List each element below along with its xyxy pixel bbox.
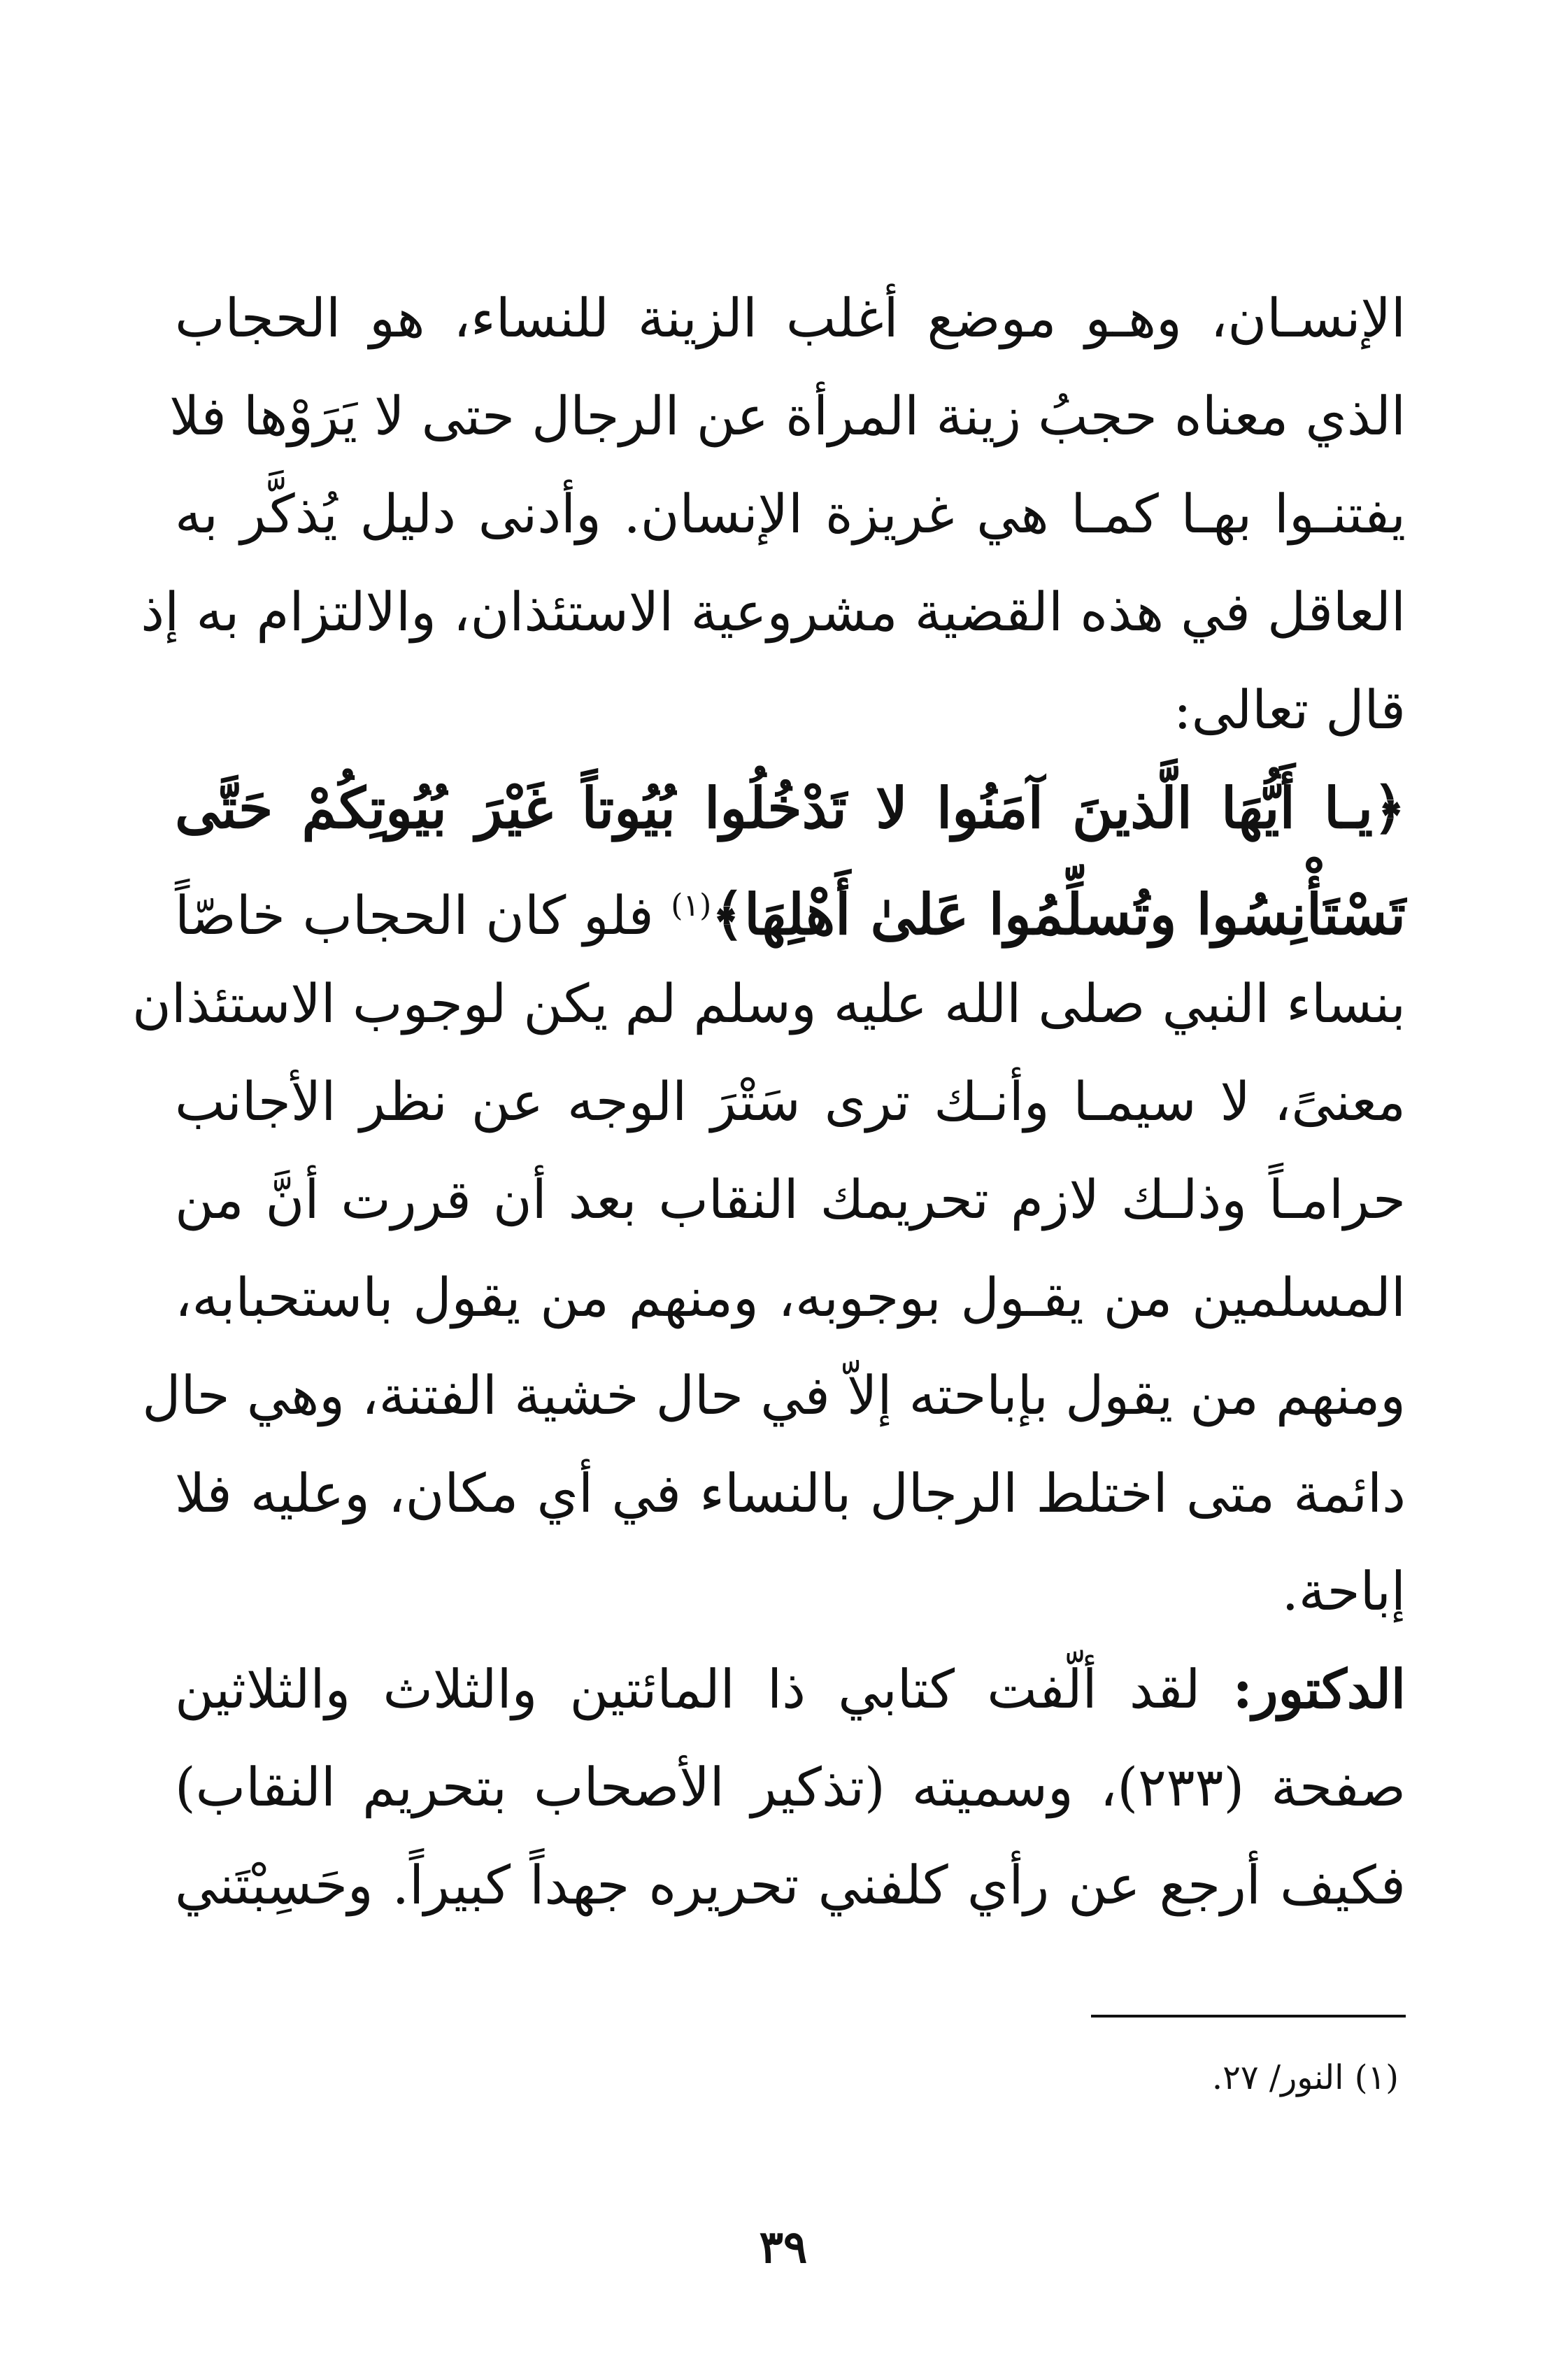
text-line: معنىً، لا سيمـا وأنـك ترى سَتْرَ الوجه عن نظر الأجانب [175, 1070, 1406, 1133]
text-line: صفحة (٢٣٣)، وسميته (تذكير الأصحاب بتحريم النقاب) [175, 1756, 1406, 1818]
text-line: الذي معناه حجبُ زينة المرأة عن الرجال حتى لا يَرَوْها فلا [169, 385, 1406, 447]
page-number: ٣٩ [759, 2221, 808, 2274]
verse-continuation-line [175, 857, 1406, 955]
quran-verse-end: تَسْتَأْنِسُوا وتُسلِّمُوا عَلىٰ أَهْلِهَا﴾ [711, 881, 1406, 947]
text-line: قال تعالى: [1174, 679, 1406, 741]
text-line: حرامـاً وذلـك لازم تحريمك النقاب بعد أن قررت أنَّ من [175, 1168, 1406, 1231]
text-line: الإنسـان، وهـو موضع أغلب الزينة للنساء، هو الحجاب [175, 287, 1406, 349]
text-line: ومنهم من يقول بإباحته إلاّ في حال خشية الفتنة، وهي حال [142, 1364, 1406, 1426]
text-line: فكيف أرجع عن رأي كلفني تحريره جهداً كبيراً. وحَسِبْتَني [175, 1854, 1406, 1916]
text-line: يفتنـوا بهـا كمـا هي غريزة الإنسان. وأدنى دليل يُذكَّر به [175, 483, 1406, 545]
quran-verse-line: ﴿يـا أَيُّهَا الَّذينَ آمَنُوا لا تَدْخُلُوا بُيُوتاً غَيْرَ بُيُوتِكُمْ حَتَّى [175, 775, 1406, 841]
speaker-label: الدكتور: [1232, 1658, 1406, 1720]
text-segment: فلو كان الحجاب خاصّاً [175, 884, 654, 946]
text-line: المسلمين من يقـول بوجوبه، ومنهم من يقول باستحبابه، [175, 1266, 1406, 1328]
footnote: (١) النور/ ٢٧. [1211, 2058, 1399, 2097]
speaker-line [175, 1640, 1406, 1738]
footnote-separator [1091, 2015, 1406, 2018]
text-line: بنساء النبي صلى الله عليه وسلم لم يكن لوجوب الاستئذان [132, 972, 1406, 1035]
body-text [132, 269, 1406, 1934]
text-line: العاقل في هذه القضية مشروعية الاستئذان، والالتزام به إذ [141, 581, 1406, 643]
text-line: دائمة متى اختلط الرجال بالنساء في أي مكان، وعليه فلا [175, 1462, 1406, 1524]
footnote-reference: (١) [671, 888, 712, 923]
text-line: إباحة. [1281, 1560, 1406, 1622]
text-segment: لقد ألّفت كتابي ذا المائتين والثلاث والثلاثين [175, 1658, 1201, 1720]
